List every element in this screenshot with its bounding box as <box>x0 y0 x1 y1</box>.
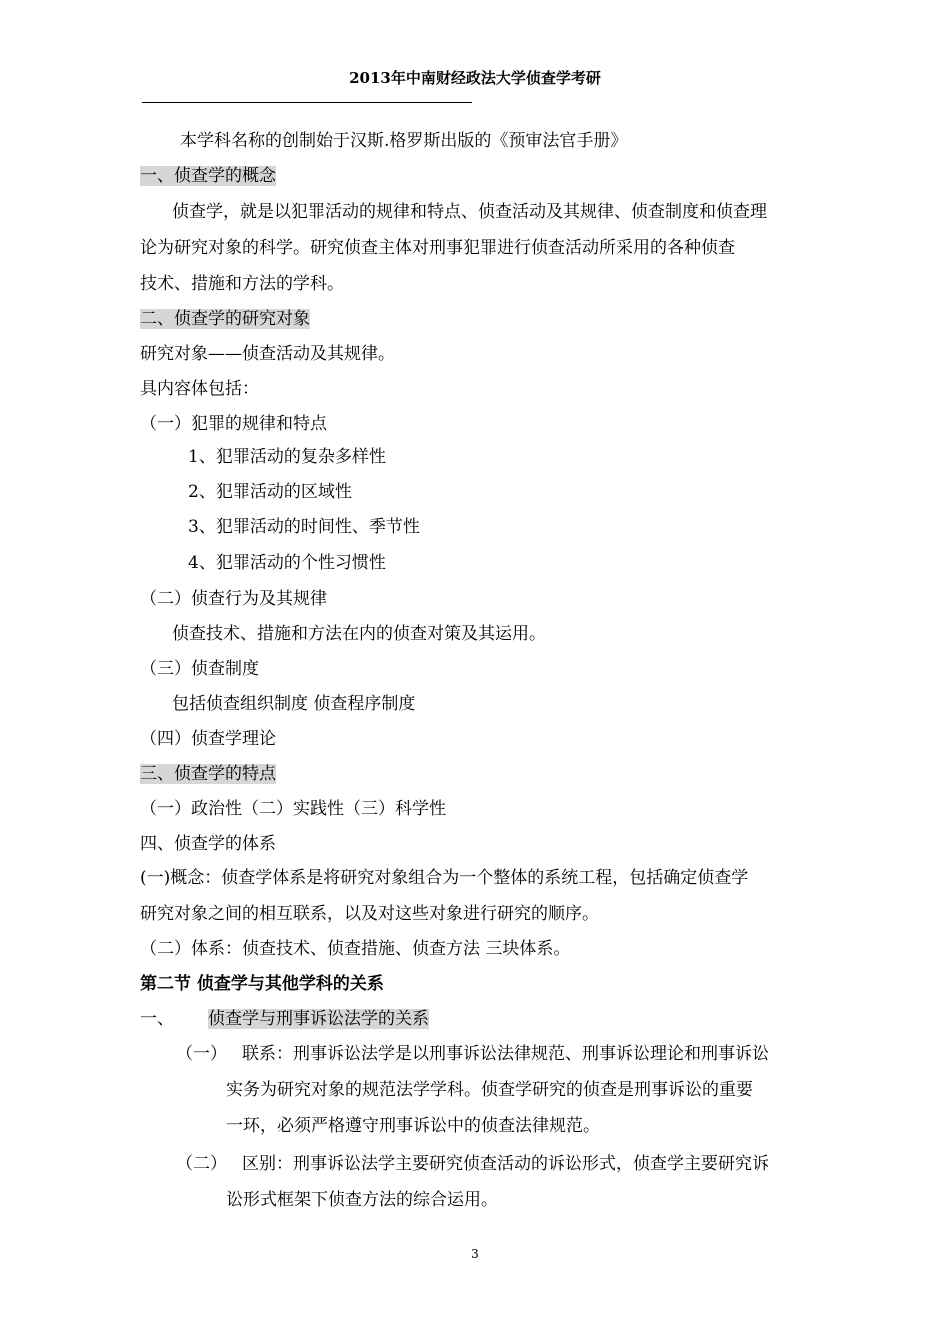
section4-heading: 四、侦查学的体系 <box>140 834 276 854</box>
section4-concept-line: 研究对象之间的相互联系，以及对这些对象进行研究的顺序。 <box>140 904 599 924</box>
section2-object: 研究对象——侦查活动及其规律。 <box>140 344 395 364</box>
section5-item1-title <box>208 1007 429 1031</box>
section1-heading-text: 一、侦查学的概念 <box>140 166 276 186</box>
list-item: 2、犯罪活动的区域性 <box>188 482 352 502</box>
section5-item1-number: 一、 <box>140 1009 174 1029</box>
section2-sub3-label: （三）侦查制度 <box>140 659 259 679</box>
section5-sub1-label: （一） <box>176 1044 227 1064</box>
section3-text: （一）政治性（二）实践性（三）科学性 <box>140 799 446 819</box>
section2-content-intro: 具内容体包括： <box>140 379 259 399</box>
section1-body-line: 技术、措施和方法的学科。 <box>140 274 344 294</box>
section4-system: （二）体系：侦查技术、侦查措施、侦查方法 三块体系。 <box>140 939 571 959</box>
section2-sub2-text: 侦查技术、措施和方法在内的侦查对策及其运用。 <box>172 624 546 644</box>
list-item: 4、犯罪活动的个性习惯性 <box>188 553 386 573</box>
section3-heading-text: 三、侦查学的特点 <box>140 764 276 784</box>
section1-body-line: 论为研究对象的科学。研究侦查主体对刑事犯罪进行侦查活动所采用的各种侦查 <box>140 238 735 258</box>
section4-concept-line: (一)概念：侦查学体系是将研究对象组合为一个整体的系统工程，包括确定侦查学 <box>140 868 749 888</box>
section2-sub4-label: （四）侦查学理论 <box>140 729 276 749</box>
page-number: 3 <box>471 1247 479 1261</box>
section3-heading <box>140 762 276 786</box>
section2-sub3-text: 包括侦查组织制度 侦查程序制度 <box>172 694 416 714</box>
section2-heading <box>140 307 310 331</box>
section2-sub1-label: （一）犯罪的规律和特点 <box>140 414 327 434</box>
section5-sub2-line: 讼形式框架下侦查方法的综合运用。 <box>226 1190 498 1210</box>
section2-sub2-label: （二）侦查行为及其规律 <box>140 589 327 609</box>
intro-text: 本学科名称的创制始于汉斯.格罗斯出版的《预审法官手册》 <box>180 131 628 151</box>
section5-item1-title-text: 侦查学与刑事诉讼法学的关系 <box>208 1009 429 1029</box>
section1-heading <box>140 164 276 188</box>
header-underline <box>142 102 472 103</box>
section5-sub1-line: 联系：刑事诉讼法学是以刑事诉讼法律规范、刑事诉讼理论和刑事诉讼 <box>242 1044 769 1064</box>
list-item: 3、犯罪活动的时间性、季节性 <box>188 517 420 537</box>
section5-sub1-line: 实务为研究对象的规范法学学科。侦查学研究的侦查是刑事诉讼的重要 <box>226 1080 753 1100</box>
section5-heading: 第二节 侦查学与其他学科的关系 <box>140 974 384 994</box>
section5-sub1-line: 一环，必须严格遵守刑事诉讼中的侦查法律规范。 <box>226 1116 600 1136</box>
section1-body-line: 侦查学，就是以犯罪活动的规律和特点、侦查活动及其规律、侦查制度和侦查理 <box>172 202 767 222</box>
section2-heading-text: 二、侦查学的研究对象 <box>140 309 310 329</box>
section5-sub2-label: （二） <box>176 1154 227 1174</box>
list-item: 1、犯罪活动的复杂多样性 <box>188 447 386 467</box>
page-header-title: 2013年中南财经政法大学侦查学考研 <box>349 69 601 87</box>
section5-sub2-line: 区别：刑事诉讼法学主要研究侦查活动的诉讼形式，侦查学主要研究诉 <box>242 1154 769 1174</box>
